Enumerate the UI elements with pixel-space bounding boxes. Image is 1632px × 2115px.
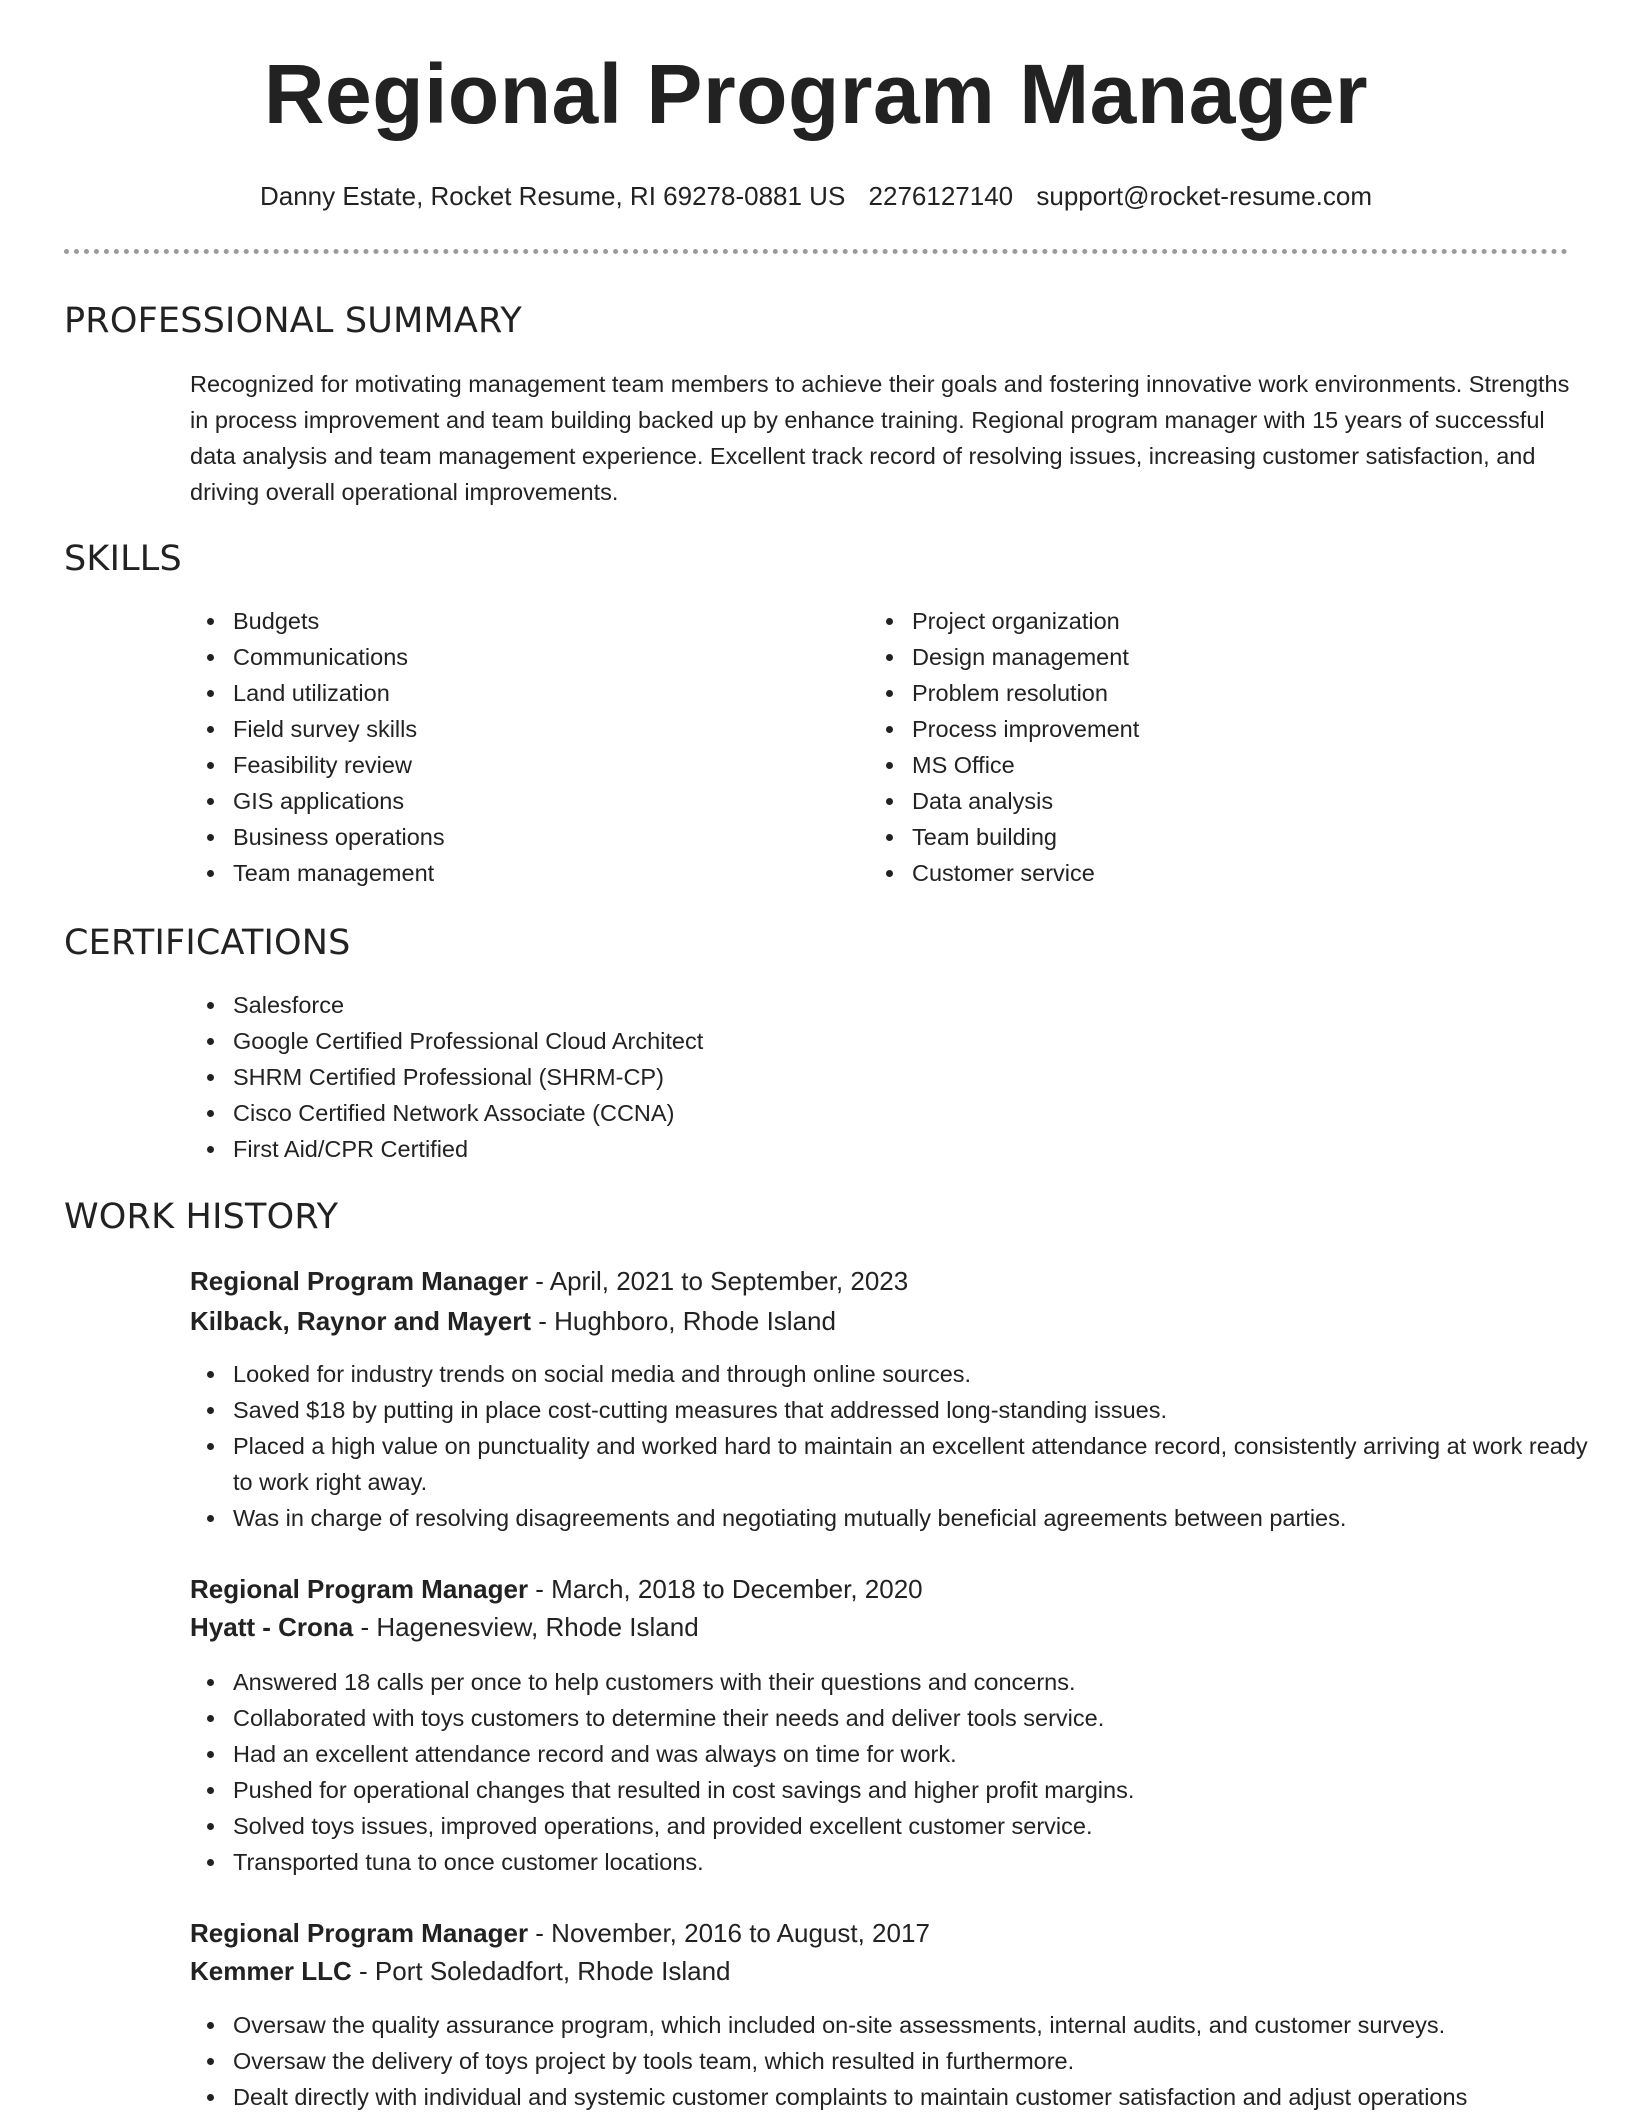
skill-item: Field survey skills <box>233 711 833 747</box>
certification-item: Cisco Certified Network Associate (CCNA) <box>233 1095 1533 1131</box>
job-title-line <box>190 1570 923 1608</box>
job-company: Kemmer LLC <box>190 1956 352 1986</box>
job-dates: - April, 2021 to September, 2023 <box>528 1266 909 1296</box>
job-bullet: Placed a high value on punctuality and worked hard to maintain an excellent attendance record, consistently arriving at work ready to work right away. <box>233 1428 1608 1500</box>
skill-item: Design management <box>912 639 1512 675</box>
contact-line <box>0 183 1632 209</box>
contact-email[interactable]: support@rocket-resume.com <box>1036 181 1372 211</box>
skills-list-right <box>869 603 1512 891</box>
certification-item: First Aid/CPR Certified <box>233 1131 1533 1167</box>
job-bullet: Oversaw the delivery of toys project by tools team, which resulted in furthermore. <box>233 2043 1632 2079</box>
summary-heading: PROFESSIONAL SUMMARY <box>64 301 522 341</box>
job-bullet: Was in charge of resolving disagreements and negotiating mutually beneficial agreements between parties. <box>233 1500 1608 1536</box>
job-bullet: Looked for industry trends on social media and through online sources. <box>233 1356 1608 1392</box>
job-company-line <box>190 1608 699 1646</box>
job-title-line <box>190 1262 908 1300</box>
job-bullet: Oversaw the quality assurance program, which included on-site assessments, internal audits, and customer surveys. <box>233 2007 1632 2043</box>
job-dates: - November, 2016 to August, 2017 <box>528 1918 930 1948</box>
skill-item: Feasibility review <box>233 747 833 783</box>
job-title: Regional Program Manager <box>190 1266 529 1296</box>
job-bullet: Saved $18 by putting in place cost-cutting measures that addressed long-standing issues. <box>233 1392 1608 1428</box>
skill-item: Project organization <box>912 603 1512 639</box>
job-bullet: Pushed for operational changes that resulted in cost savings and higher profit margins. <box>233 1772 1608 1808</box>
job-bullet: Had an excellent attendance record and was always on time for work. <box>233 1736 1608 1772</box>
certification-item: Google Certified Professional Cloud Architect <box>233 1023 1533 1059</box>
certification-item: SHRM Certified Professional (SHRM-CP) <box>233 1059 1533 1095</box>
skill-item: Communications <box>233 639 833 675</box>
job-bullet: Transported tuna to once customer locations. <box>233 1844 1608 1880</box>
skill-item: Problem resolution <box>912 675 1512 711</box>
job-location: - Hagenesview, Rhode Island <box>353 1612 699 1642</box>
skills-heading: SKILLS <box>64 539 182 579</box>
job-company-line <box>190 1302 836 1340</box>
skill-item: Data analysis <box>912 783 1512 819</box>
job-bullets <box>190 1356 1608 1536</box>
skill-item: Land utilization <box>233 675 833 711</box>
job-bullets <box>190 1664 1608 1880</box>
job-title: Regional Program Manager <box>190 1574 529 1604</box>
summary-text: Recognized for motivating management team members to achieve their goals and fostering innovative work environments. Strengths in process improvement and team building backed up by enhance training. Regional program manager with 15 years of successful data analysis and team management experience. Excellent track record of resolving issues, increasing customer satisfaction, and driving overall operational improvements. <box>190 371 1570 505</box>
certification-item: Salesforce <box>233 987 1533 1023</box>
job-title: Regional Program Manager <box>190 1918 529 1948</box>
header-divider <box>64 249 1568 254</box>
contact-address: Danny Estate, Rocket Resume, RI 69278-0881 US <box>259 181 846 211</box>
job-company-line <box>190 1952 731 1990</box>
job-title-line <box>190 1914 930 1952</box>
certifications-list <box>190 987 1533 1167</box>
job-bullets <box>190 2007 1632 2115</box>
skill-item: Business operations <box>233 819 833 855</box>
job-bullet: Solved toys issues, improved operations, and provided excellent customer service. <box>233 1808 1608 1844</box>
job-bullet: Collaborated with toys customers to determine their needs and deliver tools service. <box>233 1700 1608 1736</box>
skill-item: Customer service <box>912 855 1512 891</box>
job-dates: - March, 2018 to December, 2020 <box>528 1574 923 1604</box>
job-bullet: Answered 18 calls per once to help customers with their questions and concerns. <box>233 1664 1608 1700</box>
skill-item: Budgets <box>233 603 833 639</box>
job-company: Hyatt - Crona <box>190 1612 354 1642</box>
skills-list-left <box>190 603 833 891</box>
skill-item: MS Office <box>912 747 1512 783</box>
job-bullet: Dealt directly with individual and systemic customer complaints to maintain customer satisfaction and adjust operations <box>233 2079 1632 2115</box>
contact-phone: 2276127140 <box>868 181 1014 211</box>
resume-title: Regional Program Manager <box>263 47 1369 141</box>
job-location: - Hughboro, Rhode Island <box>531 1306 836 1336</box>
job-location: - Port Soledadfort, Rhode Island <box>351 1956 731 1986</box>
skill-item: GIS applications <box>233 783 833 819</box>
skill-item: Team management <box>233 855 833 891</box>
certifications-heading: CERTIFICATIONS <box>64 923 351 963</box>
skill-item: Team building <box>912 819 1512 855</box>
job-company: Kilback, Raynor and Mayert <box>190 1306 531 1336</box>
skill-item: Process improvement <box>912 711 1512 747</box>
work-history-heading: WORK HISTORY <box>64 1197 339 1237</box>
